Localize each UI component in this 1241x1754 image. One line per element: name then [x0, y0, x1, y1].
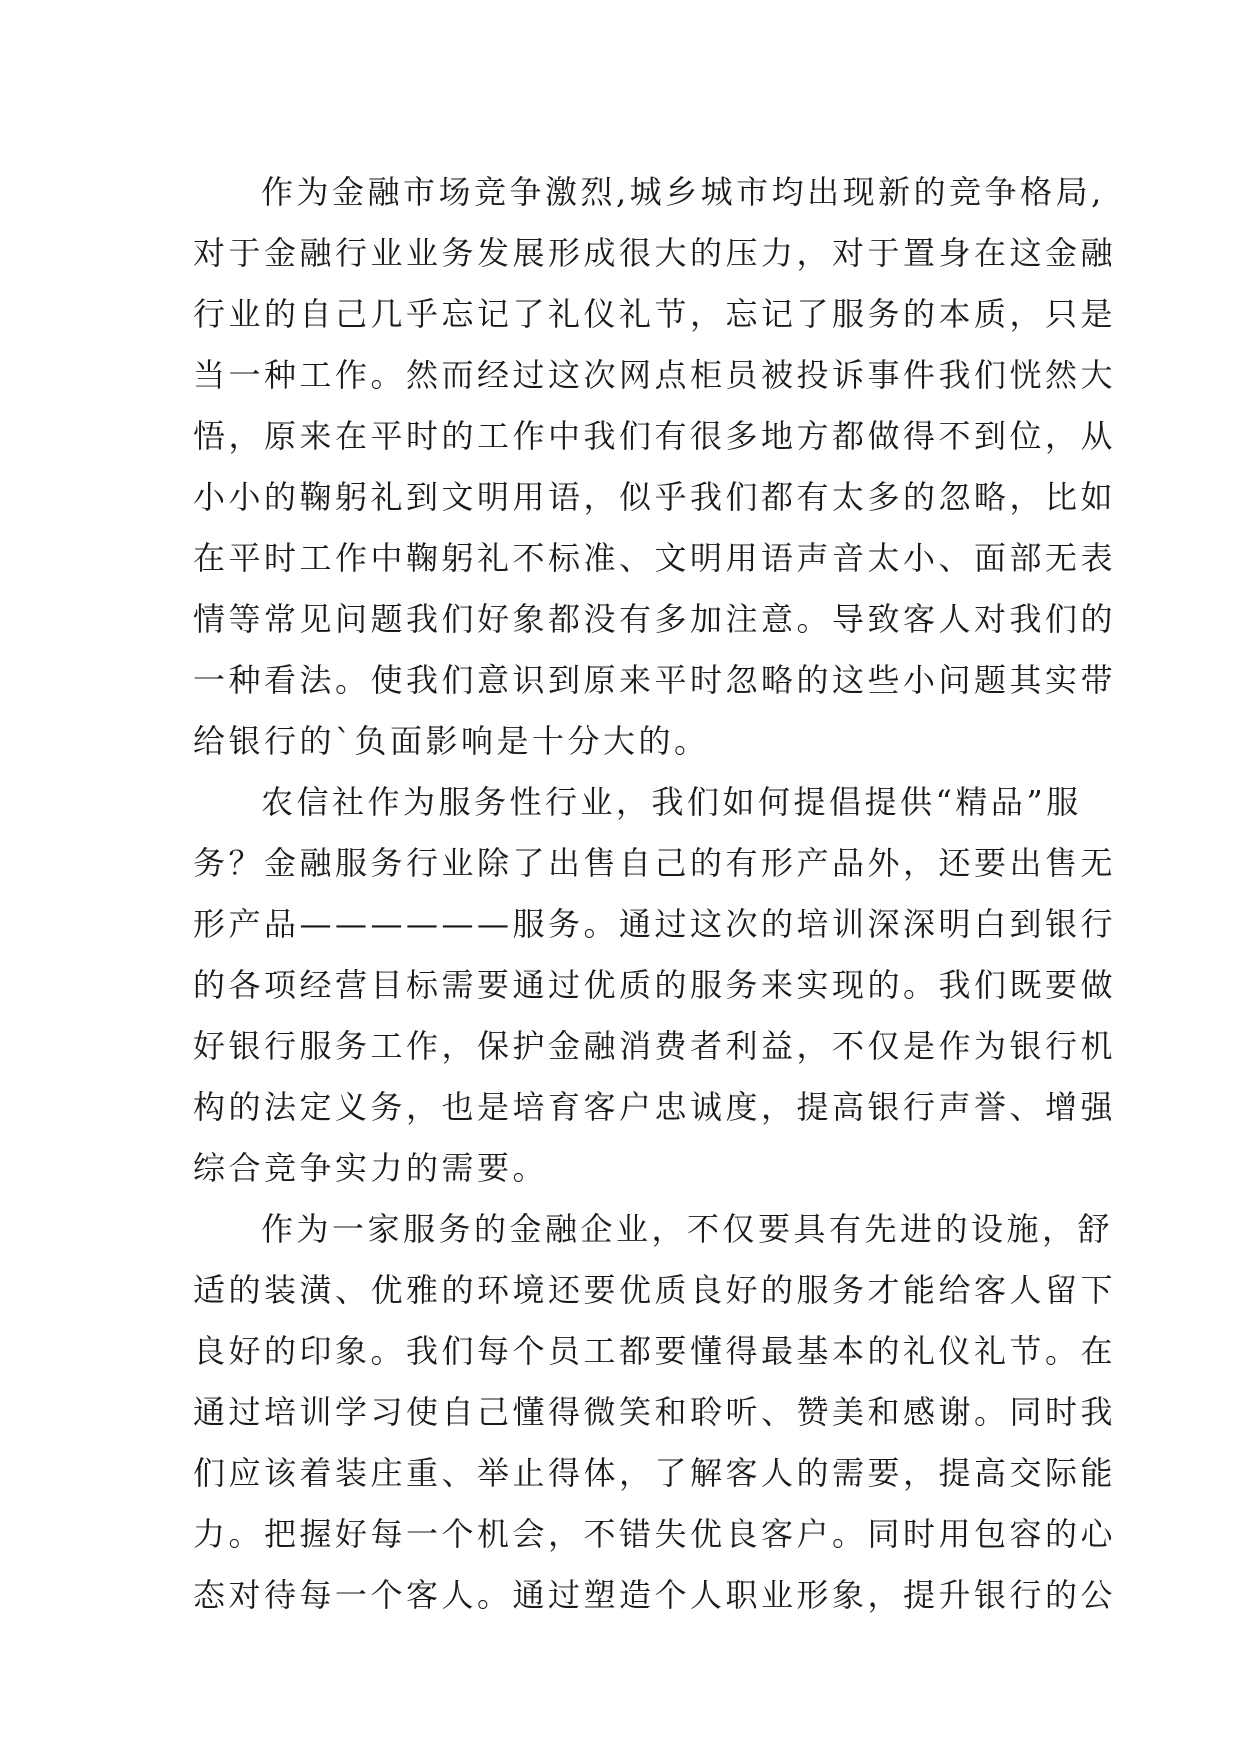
- paragraph-1-line: 情等常见问题我们好象都没有多加注意。导致客人对我们的: [193, 600, 1117, 638]
- paragraph-2-line: 务？金融服务行业除了出售自己的有形产品外，还要出售无: [193, 844, 1117, 882]
- paragraph-2-line: 的各项经营目标需要通过优质的服务来实现的。我们既要做: [193, 966, 1117, 1004]
- paragraph-3-line: 作为一家服务的金融企业，不仅要具有先进的设施，舒: [261, 1210, 1114, 1248]
- paragraph-3-line: 适的装潢、优雅的环境还要优质良好的服务才能给客人留下: [193, 1271, 1117, 1309]
- paragraph-1-line: 悟，原来在平时的工作中我们有很多地方都做得不到位，从: [193, 417, 1117, 455]
- paragraph-1-line: 一种看法。使我们意识到原来平时忽略的这些小问题其实带: [193, 661, 1117, 699]
- paragraph-2-line: 形产品——————服务。通过这次的培训深深明白到银行: [193, 905, 1117, 943]
- paragraph-3-line: 通过培训学习使自己懂得微笑和聆听、赞美和感谢。同时我: [193, 1393, 1117, 1431]
- paragraph-2-line: 农信社作为服务性行业，我们如何提倡提供“精品”服: [261, 783, 1082, 821]
- paragraph-1-line: 给银行的`负面影响是十分大的。: [193, 722, 710, 760]
- paragraph-1-line: 当一种工作。然而经过这次网点柜员被投诉事件我们恍然大: [193, 356, 1117, 394]
- body-text: [193, 162, 1117, 1626]
- paragraph-1-line: 在平时工作中鞠躬礼不标准、文明用语声音太小、面部无表: [193, 539, 1117, 577]
- paragraph-3-line: 态对待每一个客人。通过塑造个人职业形象，提升银行的公: [193, 1576, 1117, 1614]
- paragraph-3-line: 们应该着装庄重、举止得体，了解客人的需要，提高交际能: [193, 1454, 1117, 1492]
- paragraph-1-line: 行业的自己几乎忘记了礼仪礼节，忘记了服务的本质，只是: [193, 295, 1117, 333]
- paragraph-2-line: 好银行服务工作，保护金融消费者利益，不仅是作为银行机: [193, 1027, 1117, 1065]
- paragraph-2-line: 构的法定义务，也是培育客户忠诚度，提高银行声誉、增强: [193, 1088, 1117, 1126]
- paragraph-1-line: 小小的鞠躬礼到文明用语，似乎我们都有太多的忽略，比如: [193, 478, 1117, 516]
- paragraph-1-line: 作为金融市场竞争激烈,城乡城市均出现新的竞争格局,: [261, 173, 1105, 211]
- paragraph-3-line: 良好的印象。我们每个员工都要懂得最基本的礼仪礼节。在: [193, 1332, 1117, 1370]
- paragraph-2-line: 综合竞争实力的需要。: [193, 1149, 549, 1187]
- paragraph-3-line: 力。把握好每一个机会，不错失优良客户。同时用包容的心: [193, 1515, 1117, 1553]
- paragraph-1-line: 对于金融行业业务发展形成很大的压力，对于置身在这金融: [193, 234, 1117, 272]
